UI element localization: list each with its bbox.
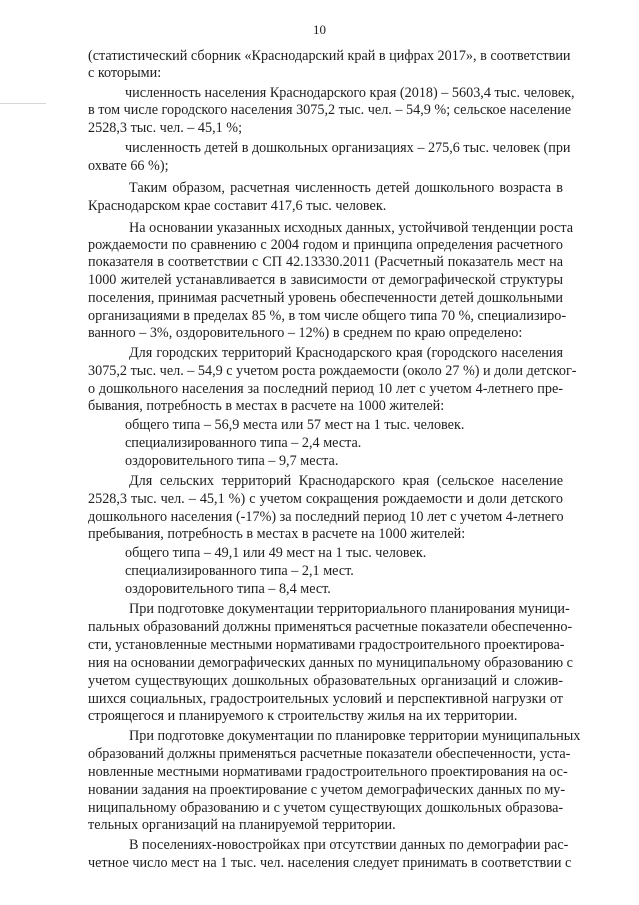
- text-line: охвате 66 %);: [88, 158, 169, 174]
- text-line: общего типа – 56,9 места или 57 мест на 1 тыс. человек.: [125, 417, 465, 433]
- text-line: рождаемости по сравнению с 2004 годом и принципа определения расчетного: [88, 237, 563, 253]
- text-line: о дошкольного населения за последний период 10 лет с учетом 4-летнего пре-: [88, 381, 563, 397]
- text-line: новленные местными нормативами градостроительного проектирования на ос-: [88, 764, 568, 780]
- text-line: пальных образований должны применяться расчетные показатели обеспеченно-: [88, 619, 573, 635]
- text-line: строящегося и планируемого к строительству жилья на их территории.: [88, 708, 518, 724]
- text-line: 3075,2 тыс. чел. – 54,9 с учетом роста рождаемости (около 27 %) и доли детског-: [88, 363, 577, 379]
- text-line: ванного – 3%, оздоровительного – 12%) в среднем по краю определено:: [88, 325, 523, 341]
- text-line: В поселениях-новостройках при отсутствии данных по демографии рас-: [129, 837, 569, 853]
- text-line: с которыми:: [88, 65, 162, 81]
- text-line: поселения, принимая расчетный уровень обеспеченности детей дошкольными: [88, 290, 563, 306]
- text-line: учетом существующих дошкольных образовательных организаций и сложив-: [88, 673, 563, 689]
- text-line: При подготовке документации территориального планирования муници-: [129, 601, 570, 617]
- text-line: На основании указанных исходных данных, устойчивой тенденции роста: [129, 220, 574, 236]
- text-line: ниципальному образованию и с учетом существующих дошкольных образова-: [88, 800, 564, 816]
- text-line: численность детей в дошкольных организациях – 275,6 тыс. человек (при: [125, 140, 571, 156]
- text-line: (статистический сборник «Краснодарский край в цифрах 2017», в соответствии: [88, 48, 571, 64]
- text-line: шихся социальных, градостроительных условий и перспективной нагрузки от: [88, 691, 563, 707]
- text-line: численность населения Краснодарского края (2018) – 5603,4 тыс. человек,: [125, 85, 575, 101]
- text-line: 2528,3 тыс. чел. – 45,1 %;: [88, 120, 243, 136]
- text-line: показателя в соответствии с СП 42.13330.2011 (Расчетный показатель мест на: [88, 254, 563, 270]
- text-line: сти, установленные местными нормативами градостроительного проектирова-: [88, 637, 565, 653]
- text-line: Краснодарском крае составит 417,6 тыс. человек.: [88, 198, 387, 214]
- text-line: специализированного типа – 2,4 места.: [125, 435, 362, 451]
- page-number: 10: [313, 22, 326, 37]
- text-line: организациями в пределах 85 %, в том числе общего типа 70 %, специализиро-: [88, 308, 567, 324]
- text-line: 1000 жителей устанавливается в зависимости от демографической структуры: [88, 272, 563, 288]
- text-line: тельных организаций на планируемой территории.: [88, 817, 396, 833]
- text-line: Для сельских территорий Краснодарского края (сельское население: [129, 473, 563, 489]
- text-line: 2528,3 тыс. чел. – 45,1 %) с учетом сокращения рождаемости и доли детского: [88, 491, 563, 507]
- text-line: специализированного типа – 2,1 мест.: [125, 563, 354, 579]
- text-line: новании задания на проектирование с учетом демографических данных по му-: [88, 782, 566, 798]
- text-line: При подготовке документации по планировке территории муниципальных: [129, 728, 581, 744]
- text-line: ния на основании демографических данных по муниципальному образованию с: [88, 655, 573, 671]
- text-line: в том числе городского населения 3075,2 тыс. чел. – 54,9 %; сельское население: [88, 102, 572, 118]
- text-line: образований должны применяться расчетные показатели обеспеченности, уста-: [88, 746, 571, 762]
- text-line: оздоровительного типа – 9,7 места.: [125, 453, 339, 469]
- text-line: пребывания, потребность в местах в расчете на 1000 жителей:: [88, 526, 466, 542]
- text-line: дошкольного населения (-17%) за последний период 10 лет с учетом 4-летнего: [88, 509, 564, 525]
- text-line: четное число мест на 1 тыс. чел. населения следует принимать в соответствии с: [88, 855, 572, 871]
- text-line: Таким образом, расчетная численность детей дошкольного возраста в: [129, 180, 563, 196]
- text-line: бывания, потребность в местах в расчете на 1000 жителей:: [88, 398, 445, 414]
- margin-mark: [0, 103, 46, 104]
- text-line: оздоровительного типа – 8,4 мест.: [125, 581, 331, 597]
- text-line: общего типа – 49,1 или 49 мест на 1 тыс. человек.: [125, 545, 427, 561]
- text-line: Для городских территорий Краснодарского края (городского населения: [129, 345, 563, 361]
